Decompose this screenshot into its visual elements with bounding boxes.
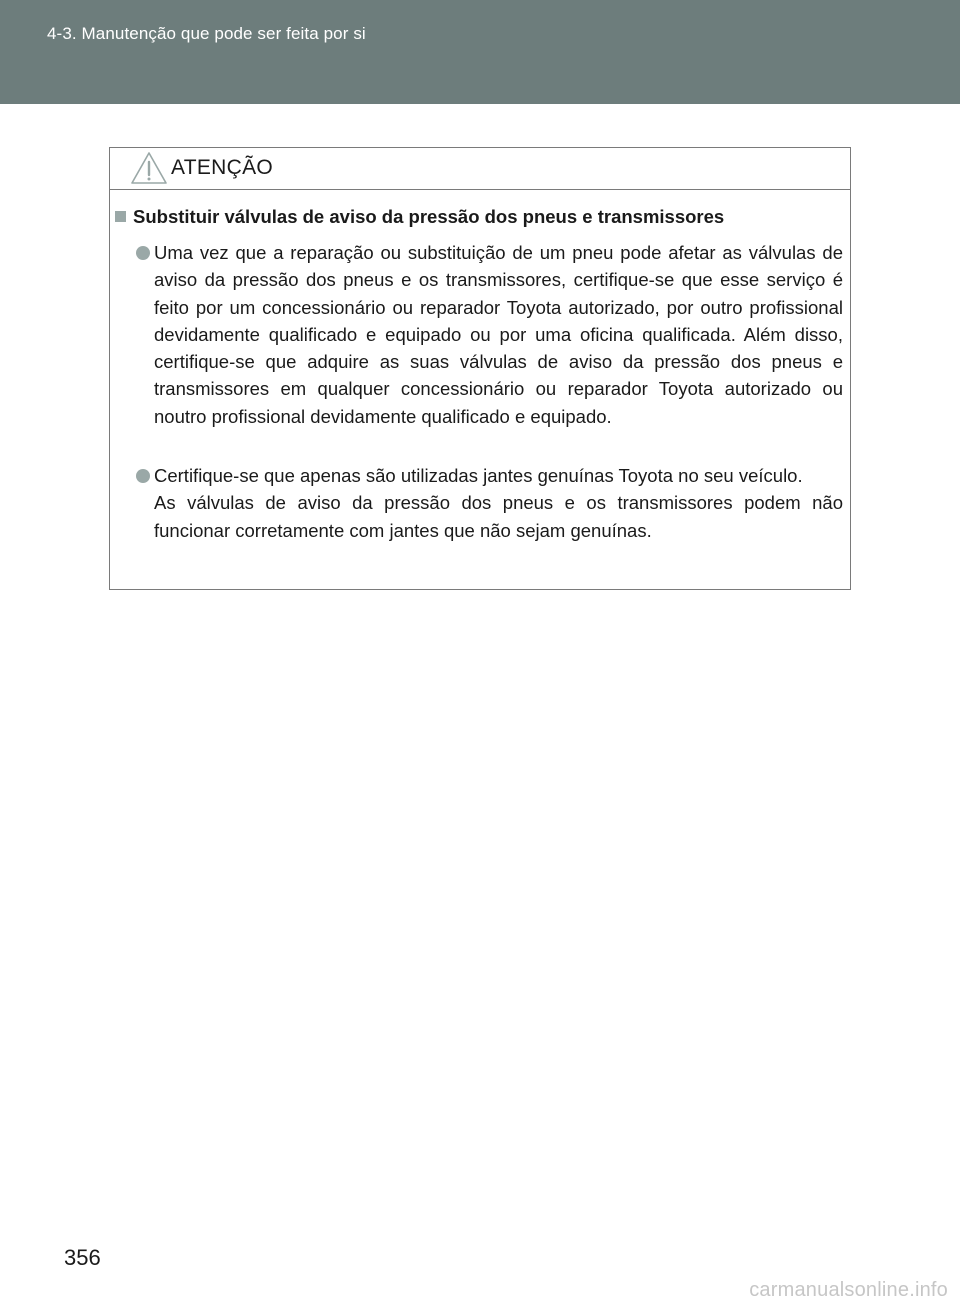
- section-header-title: 4-3. Manutenção que pode ser feita por si: [47, 24, 366, 43]
- round-bullet-icon: [136, 469, 150, 483]
- list-item: [154, 239, 843, 430]
- warning-title: ATENÇÃO: [171, 156, 274, 179]
- warning-box: [109, 147, 851, 590]
- list-item-text: Uma vez que a reparação ou substituição de um pneu pode afetar as válvulas de aviso da pressão dos pneus e os transmissores, certifique-se que esse serviço é feito por um concessionário ou reparador Toyota autorizado, por outro profissional devidamente qualificado e equipado ou por uma oficina qualificada. Além disso, certifique-se que adquire as suas válvulas de aviso da pressão dos pneus e transmissores em qualquer concessionário ou reparador Toyota autorizado ou noutro profissional devidamente qualificado e equipado.: [154, 242, 843, 427]
- list-item: [154, 462, 843, 544]
- warning-triangle-icon: [130, 151, 168, 185]
- section-heading: [115, 206, 724, 228]
- header-band: [0, 0, 960, 104]
- list-item-text: Certifique-se que apenas são utilizadas jantes genuínas Toyota no seu veículo.: [154, 465, 803, 486]
- warning-header: [110, 148, 850, 190]
- square-bullet-icon: [115, 211, 126, 222]
- round-bullet-icon: [136, 246, 150, 260]
- watermark: carmanualsonline.info: [749, 1279, 948, 1301]
- page-number: 356: [64, 1245, 101, 1270]
- section-heading-text: Substituir válvulas de aviso da pressão dos pneus e transmissores: [133, 206, 725, 227]
- list-item-text: As válvulas de aviso da pressão dos pneus e os transmissores podem não funcionar corretamente com jantes que não sejam genuínas.: [154, 492, 843, 541]
